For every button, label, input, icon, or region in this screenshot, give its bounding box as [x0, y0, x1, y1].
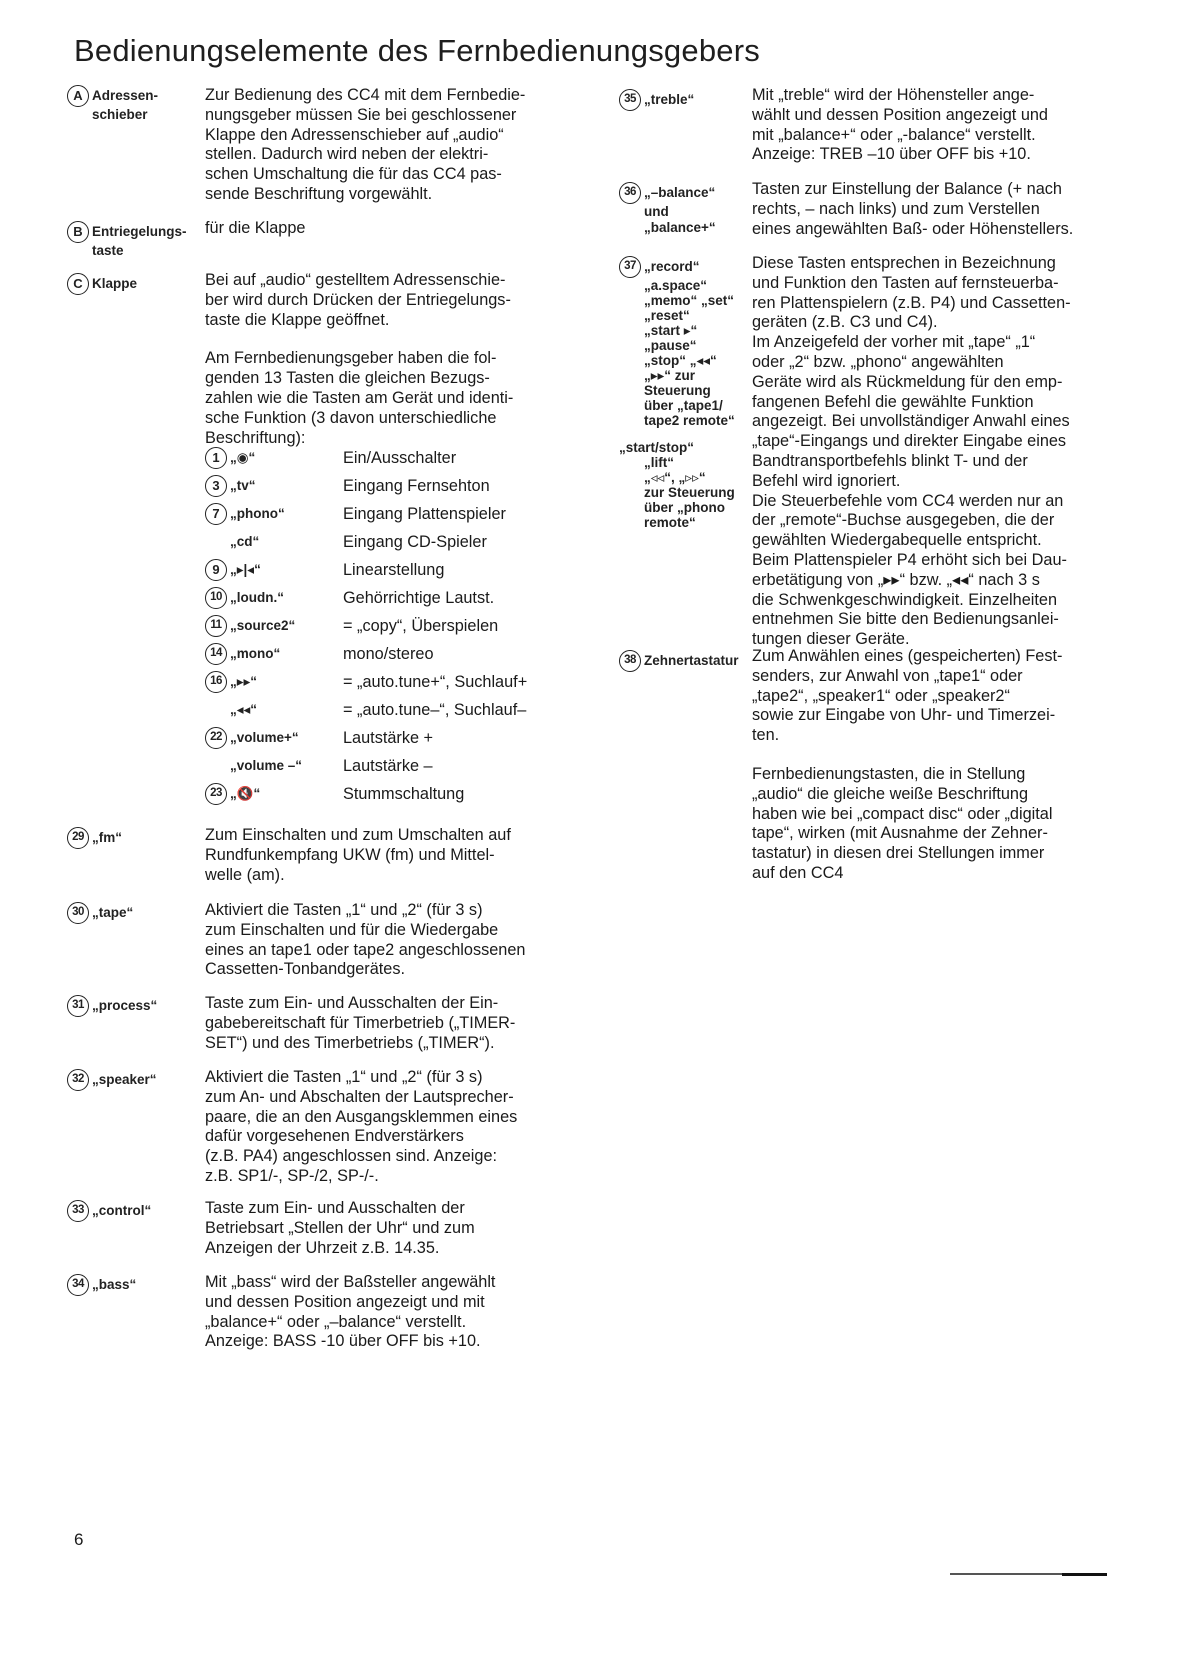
key-function: Gehörrichtige Lautst. [343, 589, 495, 607]
text-line: Taste zum Ein- und Ausschalten der Ein- [205, 994, 499, 1012]
paragraph [205, 349, 513, 448]
key-label [205, 727, 299, 749]
label-line: Zehnertastatur [644, 653, 739, 668]
text-line: „balance+“ oder „–balance“ verstellt. [205, 1312, 467, 1331]
text-line: ber wird durch Drücken der Entriegelungs- [205, 290, 511, 309]
key-row [205, 559, 565, 585]
text-line: senders, zur Anwahl von „tape1“ oder [752, 666, 1023, 685]
label-line: und [644, 204, 669, 219]
label-line: „pause“ [644, 338, 697, 353]
text-line: und Funktion den Tasten auf fernsteuerba- [752, 273, 1059, 292]
text-line: Mit „bass“ wird der Baßsteller angewählt [205, 1273, 496, 1291]
label-line: zur Steuerung [644, 485, 735, 500]
key-label-text: „▸|◂“ [230, 562, 261, 577]
text-line: Zum Anwählen eines (gespeicherten) Fest- [752, 647, 1063, 665]
label-line: tape2 remote“ [644, 413, 735, 428]
text-line: Bandtransportbefehls blinkt T- und der [752, 451, 1028, 470]
key-label-text: „▸▸“ [230, 674, 258, 689]
key-function: Linearstellung [343, 561, 445, 579]
text-line: Cassetten-Tonbandgerätes. [205, 960, 406, 979]
number-badge: 1 [205, 447, 227, 469]
entry-label-31 [67, 998, 157, 1017]
key-label [205, 615, 295, 637]
label-line: „tape“ [92, 905, 134, 920]
text-line: wählt und dessen Position angezeigt und [752, 105, 1048, 124]
text-line: fangenen Befehl die gewählte Funktion [752, 392, 1034, 411]
text-line: Fernbedienungstasten, die in Stellung [752, 764, 1026, 783]
text-line: angezeigt. Bei unvollständiger Anwahl eines [752, 412, 1070, 431]
text-line: auf den CC4 [752, 863, 844, 882]
label-line: remote“ [644, 515, 696, 530]
text-line: eines angewählten Baß- oder Höhenstellers. [752, 219, 1074, 238]
key-label [205, 475, 256, 497]
text-line: tape“, wirken (mit Ausnahme der Zehner- [752, 824, 1048, 843]
text-line: Tasten zur Einstellung der Balance (+ nach [752, 180, 1062, 198]
text-line: Rundfunkempfang UKW (fm) und Mittel- [205, 845, 495, 864]
text-line: Anzeigen der Uhrzeit z.B. 14.35. [205, 1238, 440, 1257]
text-line: haben wie bei „compact disc“ oder „digital [752, 804, 1053, 823]
key-label [205, 699, 257, 721]
key-label [205, 531, 259, 553]
label-line: „▸▸“ zur [644, 368, 696, 383]
desc-33 [205, 1199, 475, 1258]
key-function: Eingang Fernsehton [343, 477, 490, 495]
key-row [205, 503, 565, 529]
entry-label-34 [67, 1277, 136, 1296]
text-line: z.B. SP1/-, SP-/2, SP-/-. [205, 1166, 379, 1185]
text-line: „tape“-Eingangs und direkter Eingabe eines [752, 432, 1067, 451]
key-label-text: „volume –“ [230, 758, 303, 773]
desc-38 [752, 647, 1062, 884]
text-line: SET“) und des Timerbetriebs („TIMER“). [205, 1033, 495, 1052]
key-label-text: „source2“ [230, 618, 296, 633]
label-line: „fm“ [92, 830, 122, 845]
text-line: entnehmen Sie bitte den Bedienungsanlei- [752, 610, 1059, 629]
text-line: gabebereitschaft für Timerbetrieb („TIMER- [205, 1013, 516, 1032]
entry-label-29 [67, 830, 122, 849]
text-line: Bei auf „audio“ gestelltem Adressenschie- [205, 271, 506, 289]
desc-31 [205, 994, 515, 1053]
text-line: Anzeige: BASS -10 über OFF bis +10. [205, 1332, 481, 1351]
number-badge: 22 [205, 727, 227, 749]
text-line: nungsgeber müssen Sie bei geschlossener [205, 105, 517, 124]
text-line: oder „2“ bzw. „phono“ angewählten [752, 352, 1004, 371]
number-badge: 9 [205, 559, 227, 581]
key-label-text: „🔇“ [230, 786, 261, 801]
text-line: schen Umschaltung die für das CC4 pas- [205, 165, 502, 184]
label-line: „memo“ „set“ [644, 293, 735, 308]
key-label [205, 783, 260, 805]
text-line: zahlen wie die Tasten am Gerät und identi- [205, 388, 514, 407]
number-badge: 14 [205, 643, 227, 665]
key-label-text: „cd“ [230, 534, 260, 549]
label-line: „start/stop“ [619, 440, 695, 455]
scan-artifact-dark [1062, 1573, 1107, 1576]
desc-35 [752, 86, 1048, 165]
badge-a: A [67, 85, 89, 107]
key-label [205, 503, 285, 525]
text-line: „audio“ die gleiche weiße Beschriftung [752, 784, 1029, 803]
text-line: Am Fernbedienungsgeber haben die fol- [205, 349, 497, 368]
desc-32 [205, 1068, 517, 1187]
number-badge: 38 [619, 650, 641, 672]
key-row [205, 615, 565, 641]
entry-label-38 [619, 653, 739, 672]
text-line: die Schwenkgeschwindigkeit. Einzelheiten [752, 590, 1058, 609]
key-function: = „copy“, Überspielen [343, 617, 499, 635]
number-badge: 33 [67, 1200, 89, 1222]
label-line: „–balance“ [644, 185, 716, 200]
key-function: mono/stereo [343, 645, 434, 663]
label-entriegelungstaste: B Entriegelungs- taste [67, 224, 187, 259]
desc-klappe [205, 271, 513, 448]
number-badge: 16 [205, 671, 227, 693]
text-line: Im Anzeigefeld der vorher mit „tape“ „1“ [752, 333, 1036, 352]
number-badge: 37 [619, 256, 641, 278]
key-label-text: „◉“ [230, 450, 256, 465]
text-line: Taste zum Ein- und Ausschalten der [205, 1199, 465, 1217]
key-row [205, 671, 565, 697]
label-line: „start ▸“ [644, 323, 698, 338]
key-function: Eingang Plattenspieler [343, 505, 506, 523]
text-line: Befehl wird ignoriert. [752, 471, 901, 490]
key-function: = „auto.tune–“, Suchlauf– [343, 701, 527, 719]
desc-30 [205, 901, 525, 980]
label-line: „treble“ [644, 92, 695, 107]
entry-label-32 [67, 1072, 157, 1091]
text-line: Beschriftung): [205, 428, 306, 447]
text-line: geräten (z.B. C3 und C4). [752, 313, 938, 332]
key-row [205, 531, 565, 557]
label-line: „control“ [92, 1203, 152, 1218]
text-line: paare, die an den Ausgangsklemmen eines [205, 1107, 518, 1126]
text-line: Beim Plattenspieler P4 erhöht sich bei Dau- [752, 550, 1067, 569]
number-badge: 29 [67, 827, 89, 849]
text-line: stellen. Dadurch wird neben der elektri- [205, 145, 489, 164]
key-function: Eingang CD-Spieler [343, 533, 487, 551]
key-list [205, 447, 565, 817]
label-line: Steuerung [644, 383, 711, 398]
text-line: Klappe den Adressenschieber auf „audio“ [205, 125, 504, 144]
key-row [205, 475, 565, 501]
badge-c: C [67, 273, 89, 295]
text-line: sende Beschriftung vorgewählt. [205, 184, 433, 203]
text-line: tastatur) in diesen drei Stellungen immer [752, 844, 1045, 863]
number-badge: 3 [205, 475, 227, 497]
key-row [205, 447, 565, 473]
key-label-text: „mono“ [230, 646, 281, 661]
text-line: zum Einschalten und für die Wiedergabe [205, 920, 499, 939]
desc-34 [205, 1273, 495, 1352]
label-line: „lift“ [644, 455, 674, 470]
text-line: Anzeige: TREB –10 über OFF bis +10. [752, 145, 1031, 164]
text-line: eines an tape1 oder tape2 angeschlossenen [205, 940, 526, 959]
label-adressenschieber: A Adressen- schieber [67, 88, 158, 123]
key-row [205, 587, 565, 613]
key-label [205, 643, 280, 665]
key-label [205, 587, 284, 609]
text-line: rechts, – nach links) und zum Verstellen [752, 199, 1040, 218]
number-badge: 36 [619, 182, 641, 204]
page-title: Bedienungselemente des Fernbedienungsgebers [74, 32, 760, 68]
desc-adressenschieber [205, 86, 525, 205]
label-line: über „tape1/ [644, 398, 723, 413]
entry-label-x [619, 440, 735, 530]
desc-entriegelungstaste [205, 219, 305, 239]
text-line: genden 13 Tasten die gleichen Bezugs- [205, 369, 490, 388]
key-label [205, 755, 302, 777]
label-line: über „phono [644, 500, 725, 515]
key-label-text: „loudn.“ [230, 590, 284, 605]
text-line: Die Steuerbefehle vom CC4 werden nur an [752, 491, 1064, 510]
key-label-text: „volume+“ [230, 730, 299, 745]
text-line: ren Plattenspielern (z.B. P4) und Cassetten- [752, 293, 1071, 312]
entry-label-33 [67, 1203, 151, 1222]
entry-label-36 [619, 185, 716, 236]
number-badge: 32 [67, 1069, 89, 1091]
number-badge: 31 [67, 995, 89, 1017]
key-row [205, 755, 565, 781]
key-row [205, 699, 565, 725]
desc-36 [752, 180, 1073, 239]
number-badge: 30 [67, 902, 89, 924]
label-line: „stop“ „◂◂“ [644, 353, 717, 368]
text-line: sche Funktion (3 davon unterschiedliche [205, 408, 497, 427]
key-function: Lautstärke – [343, 757, 433, 775]
text-line: Mit „treble“ wird der Höhensteller ange- [752, 86, 1035, 104]
text-line: Aktiviert die Tasten „1“ und „2“ (für 3 s) [205, 1068, 483, 1086]
text-line: taste die Klappe geöffnet. [205, 310, 390, 329]
number-badge: 7 [205, 503, 227, 525]
entry-label-35 [619, 92, 694, 111]
label-line: „a.space“ [644, 278, 708, 293]
text-line: „tape2“, „speaker1“ oder „speaker2“ [752, 686, 1010, 705]
number-badge: 10 [205, 587, 227, 609]
desc-29 [205, 826, 511, 885]
entry-label-30 [67, 905, 133, 924]
text-line: Diese Tasten entsprechen in Bezeichnung [752, 254, 1056, 272]
label-line: „bass“ [92, 1277, 137, 1292]
key-function: Stummschaltung [343, 785, 465, 803]
label-line: „record“ [644, 259, 700, 274]
key-label [205, 447, 255, 469]
key-row [205, 727, 565, 753]
key-function: Ein/Ausschalter [343, 449, 457, 467]
key-label-text: „tv“ [230, 478, 256, 493]
entry-label-37 [619, 259, 735, 428]
paragraph [752, 765, 1062, 884]
label-line: „process“ [92, 998, 158, 1013]
label-line: „◃◃“, „▹▹“ [644, 470, 706, 485]
text-line: welle (am). [205, 865, 285, 884]
text-line: zum An- und Abschalten der Lautsprecher- [205, 1087, 514, 1106]
key-label-text: „phono“ [230, 506, 285, 521]
text-line: und dessen Position angezeigt und mit [205, 1292, 485, 1311]
key-function: = „auto.tune+“, Suchlauf+ [343, 673, 528, 691]
text-line: (z.B. PA4) angeschlossen sind. Anzeige: [205, 1147, 498, 1166]
page-number: 6 [74, 1530, 84, 1549]
desc-37 [752, 254, 1071, 650]
text-line: Betriebsart „Stellen der Uhr“ und zum [205, 1218, 475, 1237]
text-line: der „remote“-Buchse ausgegeben, die der [752, 511, 1055, 530]
text-line: für die Klappe [205, 219, 306, 237]
key-row [205, 783, 565, 809]
number-badge: 34 [67, 1274, 89, 1296]
label-klappe: C Klappe [67, 276, 137, 295]
label-line: „speaker“ [92, 1072, 157, 1087]
badge-b: B [67, 221, 89, 243]
label-line: „balance+“ [644, 220, 716, 235]
text-line: mit „balance+“ oder „-balance“ verstellt. [752, 125, 1036, 144]
key-row [205, 643, 565, 669]
text-line: erbetätigung von „▸▸“ bzw. „◂◂“ nach 3 s [752, 570, 1040, 589]
text-line: Zur Bedienung des CC4 mit dem Fernbedie- [205, 86, 526, 104]
key-label [205, 671, 257, 693]
key-function: Lautstärke + [343, 729, 434, 747]
text-line: sowie zur Eingabe von Uhr- und Timerzei- [752, 706, 1056, 725]
text-line: Aktiviert die Tasten „1“ und „2“ (für 3 s) [205, 901, 483, 919]
text-line: tungen dieser Geräte. [752, 630, 910, 649]
number-badge: 23 [205, 783, 227, 805]
text-line: Zum Einschalten und zum Umschalten auf [205, 826, 511, 844]
text-line: dafür vorgesehenen Endverstärkers [205, 1127, 464, 1146]
label-line: „reset“ [644, 308, 690, 323]
key-label-text: „◂◂“ [230, 702, 258, 717]
number-badge: 11 [205, 615, 227, 637]
text-line: Geräte wird als Rückmeldung für den emp- [752, 372, 1063, 391]
text-line: ten. [752, 726, 780, 745]
key-label [205, 559, 261, 581]
number-badge: 35 [619, 89, 641, 111]
text-line: gewählten Wiedergabequelle entspricht. [752, 531, 1042, 550]
